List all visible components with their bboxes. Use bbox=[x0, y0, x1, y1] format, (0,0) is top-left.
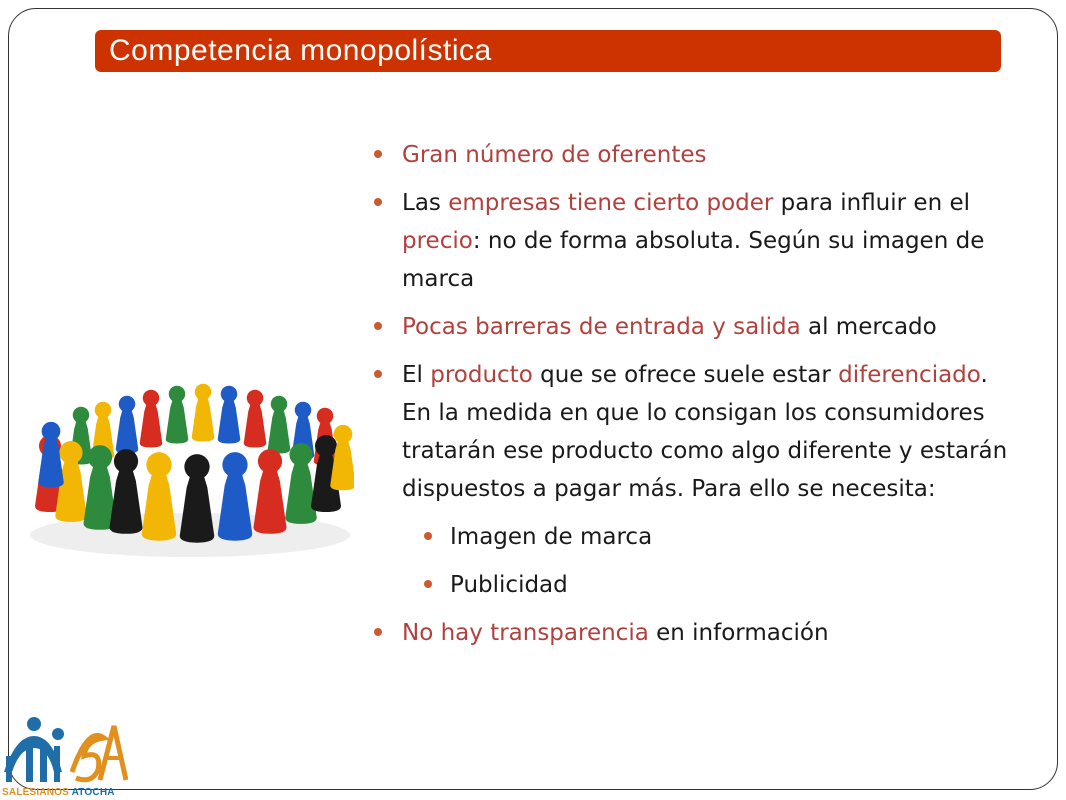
logo-figures-icon bbox=[0, 712, 128, 786]
logo-wordmark bbox=[2, 787, 115, 798]
logo-word-salesianos: SALESIANOS bbox=[2, 787, 70, 798]
bullet-dot-icon bbox=[424, 532, 432, 540]
bullet-dot-icon bbox=[374, 198, 382, 206]
bullet-dot-icon bbox=[374, 150, 382, 158]
highlighted-text: Pocas barreras de entrada y salida bbox=[402, 314, 801, 340]
bullet-text: Imagen de marca bbox=[450, 524, 653, 550]
highlighted-text: No hay transparencia bbox=[402, 620, 649, 646]
highlighted-text: producto bbox=[430, 362, 533, 388]
logo-word-atocha: ATOCHA bbox=[71, 787, 115, 798]
highlighted-text: diferenciado bbox=[838, 362, 981, 388]
bullet-item bbox=[372, 614, 1022, 652]
bullet-text: al mercado bbox=[800, 314, 937, 340]
bullet-item bbox=[372, 356, 1022, 508]
bullet-list bbox=[372, 136, 1022, 662]
bullet-item bbox=[372, 136, 1022, 174]
game-pieces-circle-photo bbox=[26, 290, 354, 620]
title-bar bbox=[95, 30, 1001, 72]
highlighted-text: empresas tiene cierto poder bbox=[448, 190, 774, 216]
bullet-text: Las bbox=[402, 190, 449, 216]
bullet-dot-icon bbox=[374, 370, 382, 378]
bullet-text: que se ofrece suele estar bbox=[532, 362, 839, 388]
bullet-item bbox=[372, 184, 1022, 298]
bullet-text: : no de forma absoluta. Según su imagen de marca bbox=[402, 228, 985, 292]
bullet-item bbox=[372, 308, 1022, 346]
slide-title: Competencia monopolística bbox=[109, 34, 492, 67]
bullet-text: en información bbox=[648, 620, 829, 646]
bullet-text: El bbox=[402, 362, 431, 388]
sub-bullet-item bbox=[372, 566, 1022, 604]
highlighted-text: Gran número de oferentes bbox=[402, 142, 707, 168]
highlighted-text: precio bbox=[402, 228, 473, 254]
bullet-dot-icon bbox=[374, 628, 382, 636]
bullet-dot-icon bbox=[424, 580, 432, 588]
bullet-dot-icon bbox=[374, 322, 382, 330]
bullet-text: para influir en el bbox=[773, 190, 970, 216]
bullet-text: . En la medida en que lo consigan los consumidores tratarán ese producto como algo diferente y estarán dispuestos a pagar más. Para ello se necesita: bbox=[402, 362, 1008, 502]
salesianos-atocha-logo bbox=[0, 712, 128, 800]
bullet-text: Publicidad bbox=[450, 572, 568, 598]
sub-bullet-item bbox=[372, 518, 1022, 556]
